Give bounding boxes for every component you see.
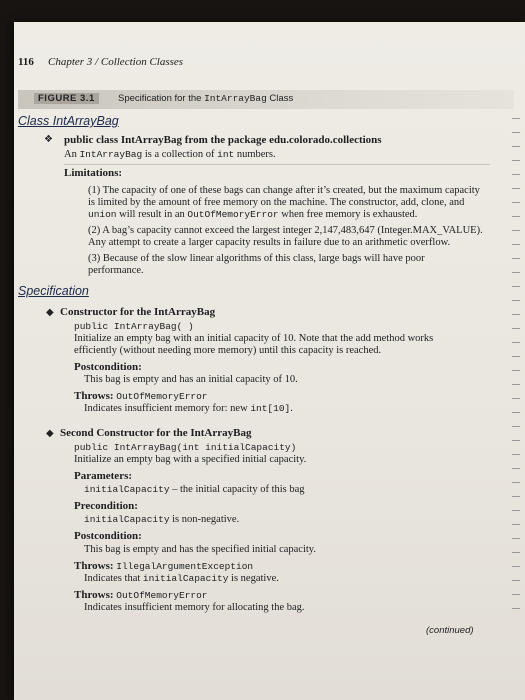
precondition-label: Precondition: xyxy=(74,500,138,512)
limitation-2-line-2: Any attempt to create a larger capacity results in failure due to an arithmetic overflow. xyxy=(88,237,451,248)
figure-label: FIGURE 3.1 xyxy=(34,93,99,104)
constructor-2-throws-1-desc: Indicates that initialCapacity is negative. xyxy=(84,573,279,584)
constructor-1-desc-1: Initialize an empty bag with an initial capacity of 10. Note that the add method works xyxy=(74,333,434,344)
running-title: Chapter 3 / Collection Classes xyxy=(48,56,184,68)
limitation-3-line-1: (3) Because of the slow linear algorithms of this class, large bags will have poor xyxy=(88,253,425,264)
limitations-label: Limitations: xyxy=(64,167,123,179)
constructor-2-throws-2-desc: Indicates insufficient memory for allocating the bag. xyxy=(84,602,305,613)
constructor-2-throws-1: Throws: IllegalArgumentException xyxy=(74,560,254,572)
diamond-bullet-icon: ❖ xyxy=(44,134,53,145)
limitation-1-line-2: is limited by the amount of free memory on the machine. The constructor, add, clone, and xyxy=(88,197,465,208)
limitation-2-line-1: (2) A bag’s capacity cannot exceed the largest integer 2,147,483,647 (Integer.MAX_VALUE). xyxy=(88,225,483,236)
constructor-2-desc: Initialize an empty bag with a specified initial capacity. xyxy=(74,454,307,465)
constructor-1-title: Constructor for the IntArrayBag xyxy=(60,306,216,318)
constructor-2-postcondition: This bag is empty and has the specified initial capacity. xyxy=(84,544,316,555)
figure-caption-bar xyxy=(18,90,514,109)
continued-note: (continued) xyxy=(426,625,474,636)
constructor-2-precondition: initialCapacity is non-negative. xyxy=(84,514,240,525)
limitation-1-line-3: union will result in an OutOfMemoryError when free memory is exhausted. xyxy=(88,209,418,220)
limitation-1-line-1: (1) The capacity of one of these bags can change after it’s created, but the maximum capacity xyxy=(88,185,480,196)
constructor-2-title: Second Constructor for the IntArrayBag xyxy=(60,427,252,439)
constructor-2-throws-2: Throws: OutOfMemoryError xyxy=(74,589,208,601)
bullet-icon: ◆ xyxy=(46,428,54,439)
class-declaration: public class IntArrayBag from the package edu.colorado.collections xyxy=(64,134,382,146)
parameters-label: Parameters: xyxy=(74,470,133,482)
bullet-icon: ◆ xyxy=(46,307,54,318)
constructor-1-signature: public IntArrayBag( ) xyxy=(74,321,194,332)
constructor-1-desc-2: efficiently (without needing more memory) until this capacity is reached. xyxy=(74,345,382,356)
constructor-1-throws-desc: Indicates insufficient memory for: new int[10]. xyxy=(84,403,293,414)
postcondition-label-2: Postcondition: xyxy=(74,530,142,542)
limitation-3-line-2: performance. xyxy=(88,265,144,276)
book-page xyxy=(14,22,525,700)
specification-heading: Specification xyxy=(18,284,89,298)
class-description: An IntArrayBag is a collection of int numbers. xyxy=(64,149,276,160)
constructor-2-parameter: initialCapacity – the initial capacity of this bag xyxy=(84,484,305,495)
constructor-2-signature: public IntArrayBag(int initialCapacity) xyxy=(74,442,297,453)
figure-caption: Specification for the IntArrayBag Class xyxy=(118,93,294,104)
page-number: 116 xyxy=(18,56,34,68)
postcondition-label: Postcondition: xyxy=(74,361,142,373)
class-heading: Class IntArrayBag xyxy=(18,114,119,128)
constructor-1-throws: Throws: OutOfMemoryError xyxy=(74,390,208,402)
constructor-1-postcondition: This bag is empty and has an initial capacity of 10. xyxy=(84,374,298,385)
